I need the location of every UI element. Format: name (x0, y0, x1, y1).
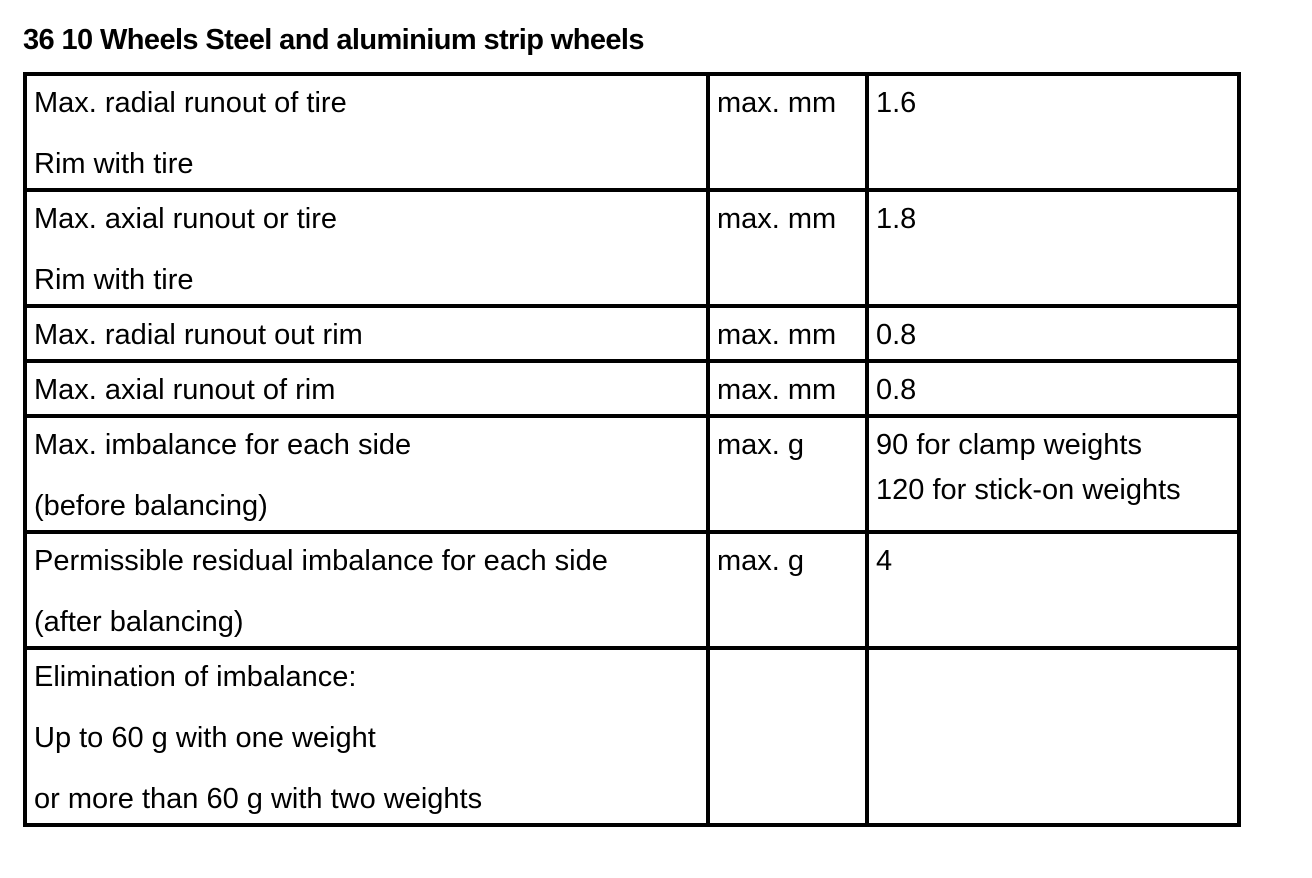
description-line: Permissible residual imbalance for each side (34, 545, 608, 577)
unit-text: max. mm (717, 87, 837, 119)
description-line: or more than 60 g with two weights (34, 783, 483, 815)
unit-cell (708, 190, 867, 306)
value-cell (867, 190, 1239, 306)
value-cell (867, 532, 1239, 648)
table-row (25, 190, 1239, 306)
description-cell (25, 190, 708, 306)
unit-cell (708, 306, 867, 361)
value-cell (867, 361, 1239, 416)
value-cell (867, 648, 1239, 825)
description-line: Max. radial runout of tire (34, 87, 347, 119)
unit-text: max. g (717, 545, 805, 577)
value-text: 1.6 (876, 87, 917, 119)
description-line: Up to 60 g with one weight (34, 722, 376, 754)
description-line: (before balancing) (34, 490, 268, 522)
description-line: Max. axial runout of rim (34, 374, 336, 406)
table-row (25, 648, 1239, 825)
description-line: Rim with tire (34, 148, 194, 180)
value-cell (867, 416, 1239, 532)
unit-cell (708, 532, 867, 648)
table-row (25, 416, 1239, 532)
unit-text: max. mm (717, 203, 837, 235)
unit-text: max. mm (717, 319, 837, 351)
description-cell (25, 74, 708, 190)
value-text: 0.8 (876, 374, 917, 406)
table-row (25, 306, 1239, 361)
value-text: 0.8 (876, 319, 917, 351)
value-text: 120 for stick-on weights (876, 474, 1181, 506)
table-row (25, 361, 1239, 416)
description-line: Max. imbalance for each side (34, 429, 412, 461)
description-cell (25, 306, 708, 361)
description-cell (25, 648, 708, 825)
table-row (25, 532, 1239, 648)
description-cell (25, 416, 708, 532)
description-line: Max. radial runout out rim (34, 319, 363, 351)
description-line: Elimination of imbalance: (34, 661, 357, 693)
description-cell (25, 532, 708, 648)
value-text: 90 for clamp weights (876, 429, 1142, 461)
unit-text: max. g (717, 429, 805, 461)
description-line: Max. axial runout or tire (34, 203, 338, 235)
document-title: 36 10 Wheels Steel and aluminium strip wheels (23, 24, 644, 56)
wheel-specification-table (23, 72, 1241, 827)
description-line: Rim with tire (34, 264, 194, 296)
unit-cell (708, 648, 867, 825)
value-cell (867, 74, 1239, 190)
unit-text (717, 660, 865, 695)
value-text: 1.8 (876, 203, 917, 235)
unit-text: max. mm (717, 374, 837, 406)
unit-cell (708, 74, 867, 190)
value-text: 4 (876, 545, 893, 577)
description-cell (25, 361, 708, 416)
value-cell (867, 306, 1239, 361)
unit-cell (708, 416, 867, 532)
description-line: (after balancing) (34, 606, 244, 638)
unit-cell (708, 361, 867, 416)
table-row (25, 74, 1239, 190)
